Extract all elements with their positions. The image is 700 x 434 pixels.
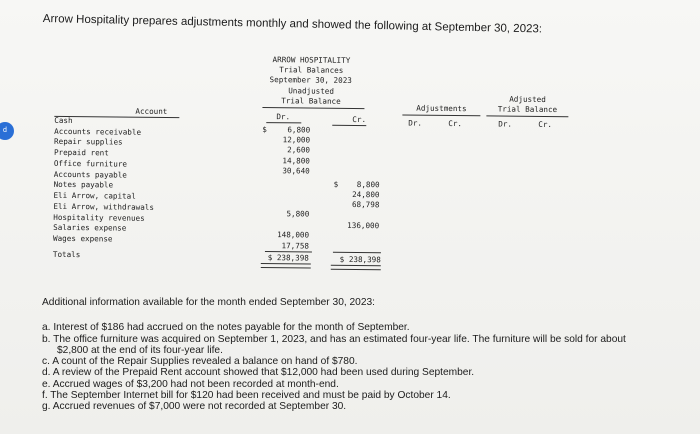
- account-salaries-expense: Salaries expense: [53, 222, 127, 233]
- tb-adj-cr-header: Cr.: [448, 118, 463, 129]
- account-wages-expense: Wages expense: [53, 233, 113, 244]
- problem-intro: Arrow Hospitality prepares adjustments monthly and showed the following at September 30, 2023:: [42, 13, 543, 36]
- account-office-furniture: Office furniture: [53, 158, 128, 169]
- tb-col-unadjusted-2: Trial Balance: [281, 96, 341, 106]
- tb-col-adjusted-1: Adjusted: [509, 94, 546, 104]
- dr-wages-expense: 17,758: [281, 241, 310, 251]
- dr-prepaid-rent: 14,800: [282, 156, 310, 166]
- tb-adj-dr-header: Dr.: [408, 118, 423, 128]
- account-accounts-payable: Accounts payable: [53, 169, 127, 180]
- tb-unadj-cr-header: Cr.: [352, 114, 367, 125]
- dr-salaries-expense: 148,000: [277, 230, 310, 240]
- tb-company: ARROW HOSPITALITY: [272, 55, 351, 65]
- cr-accounts-payable: 8,800: [356, 180, 380, 190]
- info-item-c: c. A count of the Repair Supplies revealed a balance on hand of $780.: [42, 356, 358, 368]
- tb-title: Trial Balances: [279, 65, 344, 75]
- side-badge[interactable]: d: [0, 122, 14, 140]
- account-notes-payable: Notes payable: [53, 179, 114, 190]
- cash-dollar-sign: $: [262, 125, 267, 135]
- tb-unadj-dr-header: Dr.: [276, 112, 291, 122]
- tb-account-header: Account: [135, 106, 168, 117]
- dr-repair-supplies: 2,600: [287, 145, 311, 155]
- dr-accounts-receivable: 12,000: [282, 135, 311, 145]
- dr-office-furniture: 30,640: [282, 166, 310, 176]
- info-item-e: e. Accrued wages of $3,200 had not been recorded at month-end.: [42, 378, 339, 390]
- tb-col-adjustments: Adjustments: [416, 103, 467, 114]
- tb-col-adjusted-2: Trial Balance: [497, 104, 558, 115]
- info-item-g: g. Accrued revenues of $7,000 were not recorded at September 30.: [42, 401, 347, 413]
- account-hospitality-revenues: Hospitality revenues: [53, 212, 145, 223]
- account-accounts-receivable: Accounts receivable: [54, 126, 142, 137]
- cr-total: $ 238,398: [339, 254, 381, 265]
- cr-eli-arrow-capital: 68,798: [351, 199, 380, 210]
- cr-notes-payable: 24,800: [352, 189, 380, 200]
- additional-heading: Additional information available for the month ended September 30, 2023:: [42, 297, 376, 308]
- account-totals: Totals: [52, 249, 81, 260]
- tb-adjtb-dr-header: Dr.: [498, 119, 513, 129]
- info-item-b: b. The office furniture was acquired on September 1, 2023, and has an estimated four-year life. The furniture will be sold for about: [42, 333, 626, 345]
- account-eli-arrow-capital: Eli Arrow, capital: [53, 190, 136, 201]
- info-item-b-continued: $2,800 at the end of its four-year life.: [57, 344, 223, 356]
- account-eli-arrow-withdrawals: Eli Arrow, withdrawals: [53, 201, 155, 212]
- dr-total: $ 238,398: [267, 253, 309, 263]
- account-cash: Cash: [54, 115, 73, 126]
- tb-col-unadjusted-1: Unadjusted: [288, 86, 335, 96]
- dr-eli-arrow-withdrawals: 5,800: [286, 209, 310, 219]
- info-item-f: f. The September Internet bill for $120 had been received and must be paid by October 14.: [42, 390, 451, 402]
- ap-dollar-sign: $: [333, 179, 339, 189]
- info-item-d: d. A review of the Prepaid Rent account showed that $12,000 had been used during September.: [42, 367, 475, 379]
- account-prepaid-rent: Prepaid rent: [53, 147, 109, 158]
- tb-date: September 30, 2023: [269, 75, 352, 85]
- cr-hospitality-revenues: 136,000: [347, 220, 380, 231]
- additional-information: [42, 297, 692, 413]
- tb-adjtb-cr-header: Cr.: [538, 119, 553, 130]
- account-repair-supplies: Repair supplies: [54, 136, 123, 147]
- dr-cash: 6,800: [287, 125, 311, 135]
- info-item-a: a. Interest of $186 had accrued on the notes payable for the month of September.: [42, 322, 410, 334]
